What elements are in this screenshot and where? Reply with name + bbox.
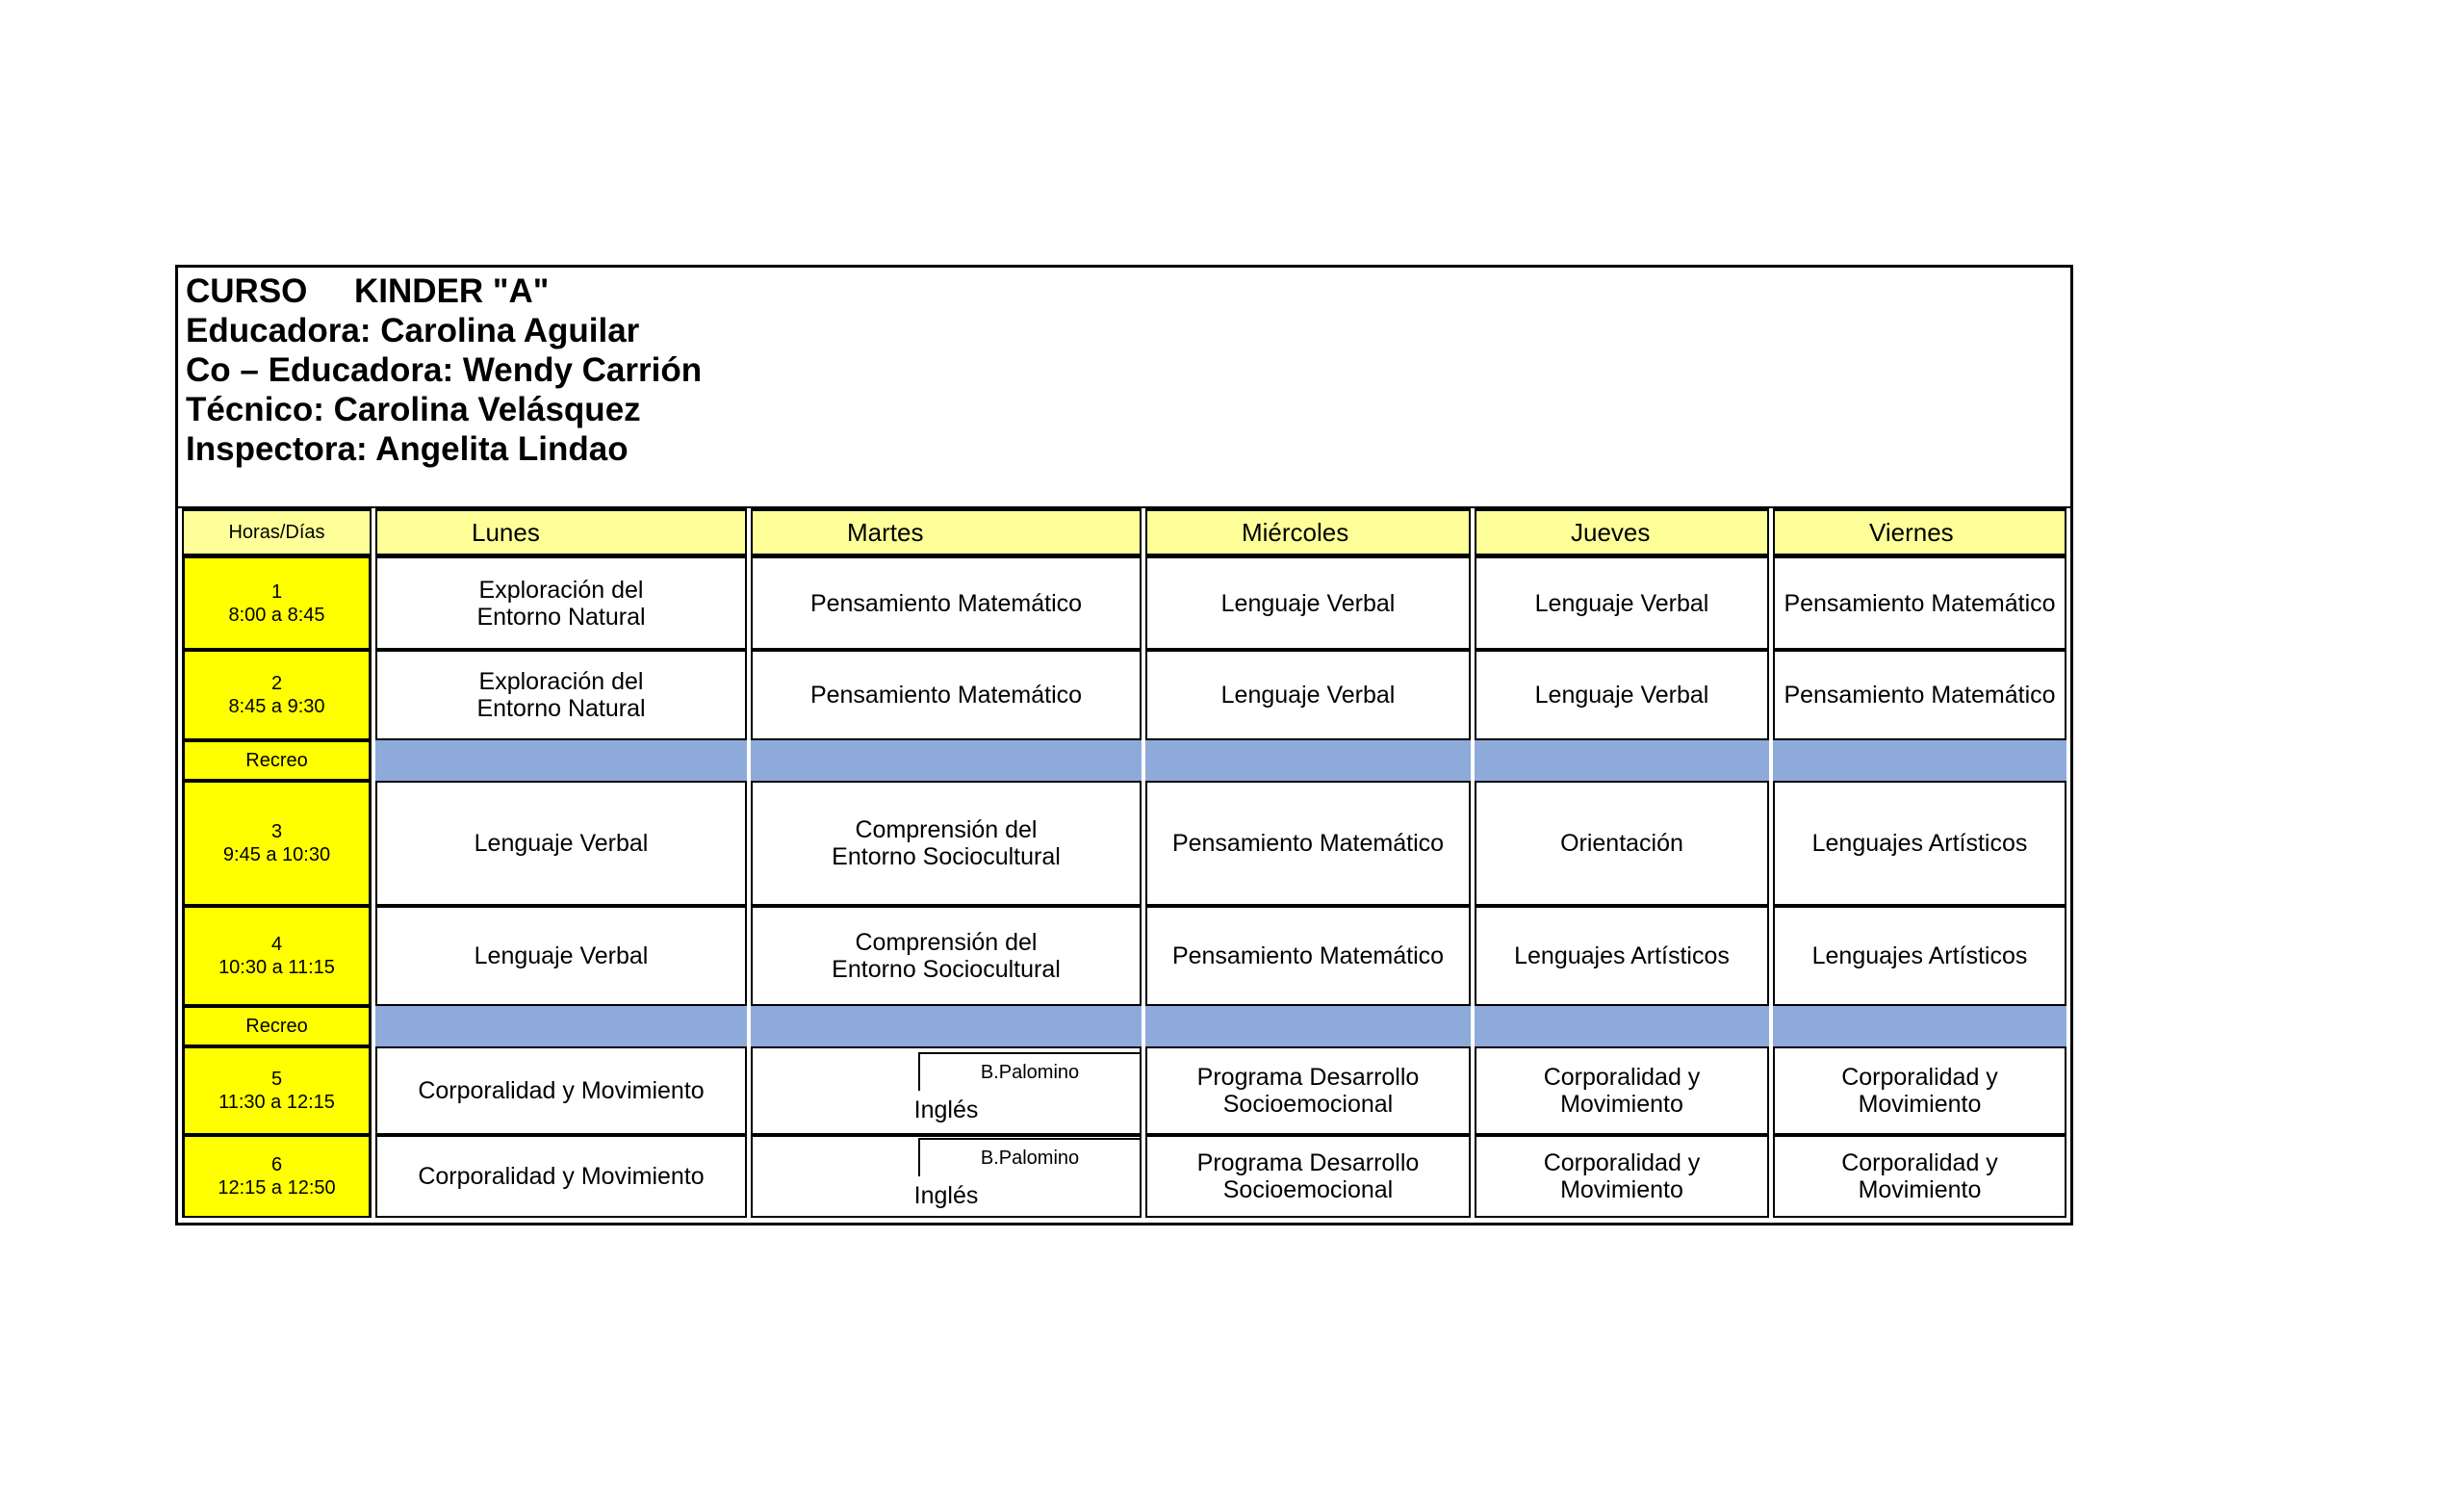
two-line-subject	[753, 811, 1140, 876]
subject-line: Comprensión del	[855, 929, 1038, 956]
subject-line: Lenguajes Artísticos	[1811, 830, 2028, 857]
subject-line: Lenguaje Verbal	[474, 942, 649, 969]
subject-cell	[1145, 906, 1471, 1006]
subject-line: Lenguajes Artísticos	[1811, 942, 2028, 969]
schedule-row	[182, 906, 2066, 1006]
subject-cell	[1145, 650, 1471, 740]
subject-line: Movimiento	[1560, 1176, 1683, 1203]
subject-line: Entorno Natural	[476, 603, 646, 631]
subject-cell	[375, 906, 747, 1006]
subject-cell	[1145, 1046, 1471, 1135]
subject-line: Entorno Sociocultural	[832, 843, 1061, 870]
period-number: 1	[270, 580, 283, 603]
subject-cell	[1145, 556, 1471, 650]
period-number: 5	[270, 1069, 283, 1090]
subject-line: Corporalidad y	[1841, 1149, 1998, 1176]
recess-cell	[1475, 740, 1769, 781]
technician-line: Técnico: Carolina Velásquez	[186, 391, 641, 428]
subject-line: Movimiento	[1858, 1091, 1982, 1118]
schedule-row	[182, 1046, 2066, 1135]
subject-line: Movimiento	[1560, 1091, 1683, 1118]
subject-cell	[1773, 1135, 2066, 1218]
period-time: 8:45 a 9:30	[228, 696, 325, 717]
subject-cell	[1773, 556, 2066, 650]
period-number: 6	[270, 1154, 283, 1175]
recess-row	[182, 740, 2066, 781]
subject-cell	[1475, 781, 1769, 906]
subject-cell	[1475, 1135, 1769, 1218]
subject-line: Corporalidad y Movimiento	[418, 1163, 705, 1190]
subject-cell	[1475, 556, 1769, 650]
subject-cell	[1475, 906, 1769, 1006]
subject-cell	[751, 650, 1142, 740]
recess-row	[182, 1006, 2066, 1046]
course-header	[178, 268, 2070, 508]
subject-line: Lenguaje Verbal	[1220, 682, 1396, 709]
recess-cell	[375, 740, 747, 781]
two-line-subject	[1147, 1058, 1469, 1123]
recess-cell	[1145, 740, 1471, 781]
corner-cell: Horas/Días	[182, 508, 372, 556]
subject-line: Corporalidad y	[1841, 1064, 1998, 1091]
subject-line: Exploración del	[478, 668, 644, 695]
subject-line: Programa Desarrollo	[1196, 1064, 1420, 1091]
period-number: 4	[270, 934, 283, 955]
schedule-row	[182, 1135, 2066, 1218]
subject-line: Pensamiento Matemático	[1784, 589, 2056, 617]
subject-line: Pensamiento Matemático	[1171, 830, 1445, 857]
subject-line: Corporalidad y	[1543, 1064, 1701, 1091]
hour-cell	[182, 650, 372, 740]
subject-line: Corporalidad y Movimiento	[418, 1077, 705, 1104]
schedule-sheet	[175, 265, 2073, 1225]
recess-label: Recreo	[182, 1006, 372, 1046]
subject-cell	[751, 1135, 1142, 1218]
hour-cell	[182, 1135, 372, 1218]
subject-cell	[751, 781, 1142, 906]
two-line-subject	[377, 571, 745, 636]
two-line-subject	[377, 662, 745, 728]
subject-line: Inglés	[913, 1182, 979, 1209]
subject-cell	[751, 1046, 1142, 1135]
subject-line: Programa Desarrollo	[1196, 1149, 1420, 1176]
subject-line: Comprensión del	[855, 816, 1038, 843]
recess-cell	[1773, 1006, 2066, 1046]
subject-cell	[375, 1135, 747, 1218]
co-educator-line: Co – Educadora: Wendy Carrión	[186, 351, 703, 389]
recess-cell	[375, 1006, 747, 1046]
subject-cell	[1475, 1046, 1769, 1135]
subject-line: Lenguaje Verbal	[1220, 589, 1396, 617]
schedule-table	[178, 508, 2070, 1218]
day-header-3: Miércoles	[1145, 508, 1471, 556]
subject-cell	[1145, 781, 1471, 906]
course-value: KINDER "A"	[354, 272, 550, 310]
hour-cell	[182, 1046, 372, 1135]
subject-line: Entorno Sociocultural	[832, 956, 1061, 983]
day-header-1: Lunes	[375, 508, 747, 556]
day-header-4: Jueves	[1475, 508, 1769, 556]
inspector-line: Inspectora: Angelita Lindao	[186, 430, 629, 468]
subject-cell	[751, 906, 1142, 1006]
schedule-row	[182, 650, 2066, 740]
table-header-row	[182, 508, 2066, 556]
recess-cell	[1773, 740, 2066, 781]
teacher-name: B.Palomino	[918, 1138, 1140, 1176]
hour-cell	[182, 906, 372, 1006]
subject-cell	[375, 556, 747, 650]
period-time: 9:45 a 10:30	[222, 844, 331, 865]
schedule-row	[182, 781, 2066, 906]
period-time: 12:15 a 12:50	[218, 1177, 336, 1199]
subject-line: Entorno Natural	[476, 695, 646, 722]
subject-line: Pensamiento Matemático	[809, 589, 1083, 617]
subject-cell	[1773, 1046, 2066, 1135]
recess-cell	[751, 1006, 1142, 1046]
subject-line: Pensamiento Matemático	[1784, 682, 2056, 709]
hour-cell	[182, 781, 372, 906]
subject-line: Movimiento	[1858, 1176, 1982, 1203]
subject-line: Socioemocional	[1222, 1091, 1394, 1118]
subject-line: Corporalidad y	[1543, 1149, 1701, 1176]
subject-cell	[751, 556, 1142, 650]
subject-line: Lenguaje Verbal	[1534, 589, 1709, 617]
recess-cell	[1475, 1006, 1769, 1046]
subject-cell	[1773, 906, 2066, 1006]
subject-cell	[1475, 650, 1769, 740]
day-header-2: Martes	[751, 508, 1142, 556]
period-time: 8:00 a 8:45	[228, 604, 325, 626]
subject-line: Lenguaje Verbal	[474, 830, 649, 857]
subject-line: Lenguaje Verbal	[1534, 682, 1709, 709]
course-label: CURSO	[186, 272, 308, 310]
subject-line: Lenguajes Artísticos	[1514, 942, 1730, 969]
subject-line: Socioemocional	[1222, 1176, 1394, 1203]
recess-cell	[1145, 1006, 1471, 1046]
subject-line: Pensamiento Matemático	[809, 682, 1083, 709]
subject-line: Orientación	[1560, 830, 1683, 857]
subject-cell	[1773, 650, 2066, 740]
subject-line: Inglés	[913, 1096, 979, 1123]
day-header-5: Viernes	[1773, 508, 2066, 556]
two-line-subject	[753, 923, 1140, 989]
recess-cell	[751, 740, 1142, 781]
period-time: 11:30 a 12:15	[218, 1092, 335, 1113]
subject-line: Exploración del	[478, 576, 644, 604]
period-time: 10:30 a 11:15	[218, 957, 335, 978]
subject-cell	[375, 650, 747, 740]
subject-line: Pensamiento Matemático	[1171, 942, 1445, 969]
course-line	[186, 271, 2070, 311]
two-line-subject	[1147, 1144, 1469, 1209]
educator-line: Educadora: Carolina Aguilar	[186, 312, 640, 349]
subject-cell	[375, 1046, 747, 1135]
subject-cell	[375, 781, 747, 906]
subject-cell	[1145, 1135, 1471, 1218]
hour-cell	[182, 556, 372, 650]
schedule-row	[182, 556, 2066, 650]
period-number: 2	[270, 673, 283, 694]
teacher-name: B.Palomino	[918, 1052, 1140, 1091]
recess-label: Recreo	[182, 740, 372, 781]
subject-cell	[1773, 781, 2066, 906]
period-number: 3	[270, 821, 283, 842]
